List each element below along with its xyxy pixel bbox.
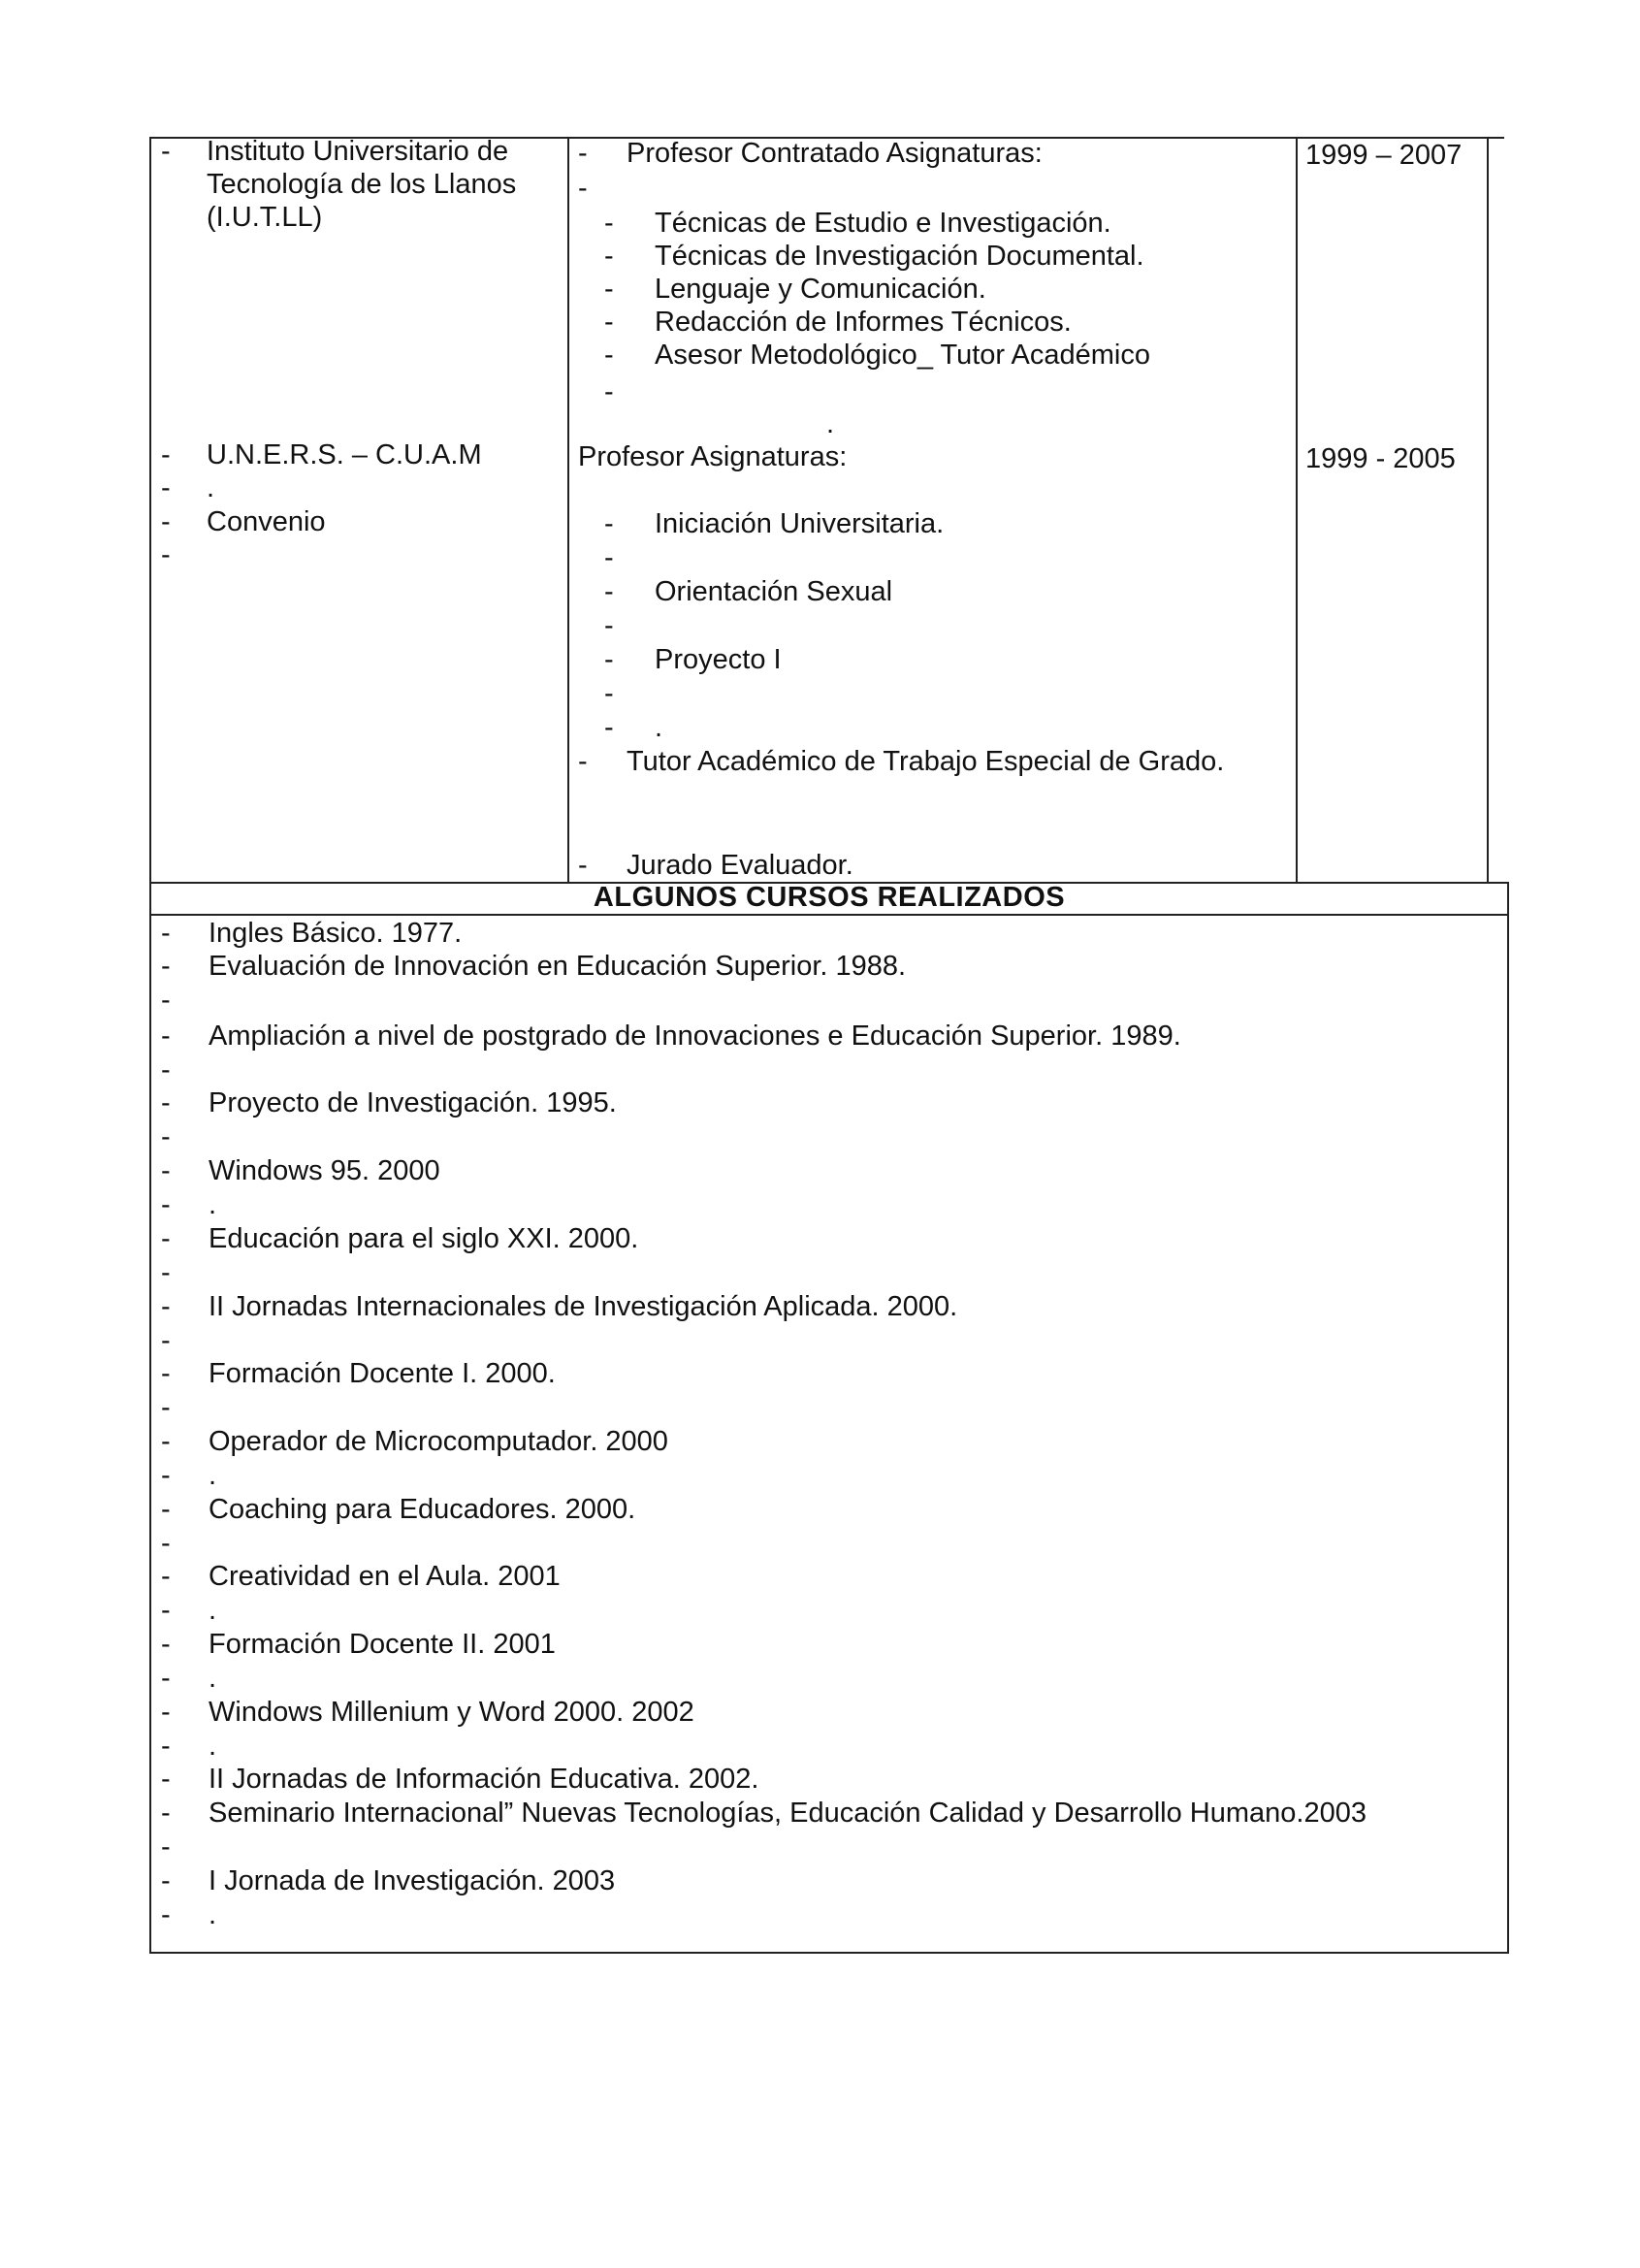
subject-item: Proyecto I xyxy=(655,644,782,675)
stray-dot: . xyxy=(207,472,215,503)
list-dash: - xyxy=(161,918,171,949)
list-dash: - xyxy=(161,1155,171,1186)
list-dash: - xyxy=(161,1831,171,1863)
years-range: 1999 - 2005 xyxy=(1305,443,1456,474)
stray-dot: . xyxy=(209,1899,217,1930)
institution-name-line-2: Tecnología de los Llanos xyxy=(207,169,517,200)
list-dash: - xyxy=(161,1460,171,1491)
list-dash: - xyxy=(161,1223,171,1254)
role-dash: - xyxy=(578,138,588,169)
list-item: Coaching para Educadores. 2000. xyxy=(209,1494,636,1525)
list-dash: - xyxy=(161,1392,171,1423)
stray-dot: . xyxy=(209,1189,217,1220)
list-dash: - xyxy=(161,951,171,982)
list-dash: - xyxy=(161,1528,171,1559)
extra-dash: - xyxy=(578,746,588,777)
subject-dash: - xyxy=(604,274,614,305)
list-dash: - xyxy=(161,1494,171,1525)
subject-item: Iniciación Universitaria. xyxy=(655,508,945,539)
list-dash: - xyxy=(161,1629,171,1660)
stray-dot: . xyxy=(826,408,835,439)
institution-dash: - xyxy=(161,136,171,167)
table-left-border xyxy=(149,137,151,1954)
list-item: Educación para el siglo XXI. 2000. xyxy=(209,1223,639,1254)
list-item: I Jornada de Investigación. 2003 xyxy=(209,1865,616,1896)
subject-item: Asesor Metodológico_ Tutor Académico xyxy=(655,340,1150,371)
extra-item: Jurado Evaluador. xyxy=(627,850,853,881)
stray-dot: . xyxy=(209,1663,217,1694)
stray-dot: . xyxy=(209,1595,217,1626)
list-item: Formación Docente II. 2001 xyxy=(209,1629,556,1660)
subject-item: Orientación Sexual xyxy=(655,576,893,607)
column-divider-2 xyxy=(1296,137,1298,884)
list-dash: - xyxy=(161,1189,171,1220)
list-item: Ampliación a nivel de postgrado de Innovaciones e Educación Superior. 1989. xyxy=(209,1021,1181,1052)
list-item: II Jornadas de Información Educativa. 2002. xyxy=(209,1764,759,1795)
extra-dash: - xyxy=(578,850,588,881)
subject-dash: - xyxy=(604,340,614,371)
institution-name: U.N.E.R.S. – C.U.A.M xyxy=(207,439,482,470)
list-dash: - xyxy=(161,1121,171,1152)
list-dash: - xyxy=(161,1731,171,1762)
subject-dash: - xyxy=(604,678,614,709)
subject-item: Técnicas de Estudio e Investigación. xyxy=(655,208,1111,239)
institution-name-line-1: Instituto Universitario de xyxy=(207,136,509,167)
list-dash: - xyxy=(161,1257,171,1288)
stray-dot: . xyxy=(209,1731,217,1762)
list-dash: - xyxy=(161,1426,171,1457)
institution-dash: - xyxy=(161,506,171,537)
role-title: Profesor Asignaturas: xyxy=(578,441,848,472)
list-dash: - xyxy=(161,1087,171,1118)
list-dash: - xyxy=(161,1021,171,1052)
table-right-border-lower xyxy=(1507,882,1509,1954)
list-item: Seminario Internacional” Nuevas Tecnologías, Educación Calidad y Desarrollo Humano.2003 xyxy=(209,1798,1367,1829)
stray-dot: . xyxy=(209,1460,217,1491)
list-item: II Jornadas Internacionales de Investigación Aplicada. 2000. xyxy=(209,1291,958,1322)
subject-dash: - xyxy=(604,376,614,407)
list-item: Formación Docente I. 2000. xyxy=(209,1358,556,1389)
subject-dash: - xyxy=(604,307,614,338)
institution-dash: - xyxy=(161,439,171,470)
institution-dash: - xyxy=(161,539,171,570)
list-dash: - xyxy=(161,1595,171,1626)
subject-item: Técnicas de Investigación Documental. xyxy=(655,241,1144,272)
courses-heading: ALGUNOS CURSOS REALIZADOS xyxy=(593,882,1066,913)
subject-item: Lenguaje y Comunicación. xyxy=(655,274,986,305)
role-title: Profesor Contratado Asignaturas: xyxy=(627,138,1043,169)
subject-item: Redacción de Informes Técnicos. xyxy=(655,307,1072,338)
list-dash: - xyxy=(161,1291,171,1322)
subject-dash: - xyxy=(604,208,614,239)
list-dash: - xyxy=(161,1561,171,1592)
subject-dash: - xyxy=(604,644,614,675)
list-item: Evaluación de Innovación en Educación Superior. 1988. xyxy=(209,951,907,982)
list-dash: - xyxy=(161,1054,171,1085)
subject-dash: - xyxy=(604,576,614,607)
list-dash: - xyxy=(161,1358,171,1389)
table-bottom-border xyxy=(149,1952,1509,1954)
list-dash: - xyxy=(161,1697,171,1728)
list-item: Operador de Microcomputador. 2000 xyxy=(209,1426,668,1457)
list-dash: - xyxy=(161,1899,171,1930)
subject-dash: - xyxy=(604,542,614,573)
agreement-label: Convenio xyxy=(207,506,326,537)
subject-dash: - xyxy=(604,712,614,743)
list-item: Proyecto de Investigación. 1995. xyxy=(209,1087,617,1118)
extra-item: Tutor Académico de Trabajo Especial de Grado. xyxy=(627,746,1225,777)
list-dash: - xyxy=(161,1764,171,1795)
list-item: Creatividad en el Aula. 2001 xyxy=(209,1561,561,1592)
subject-dash: - xyxy=(604,241,614,272)
list-dash: - xyxy=(161,1663,171,1694)
list-item: Windows Millenium y Word 2000. 2002 xyxy=(209,1697,694,1728)
stray-dot: . xyxy=(655,712,663,743)
list-item: Windows 95. 2000 xyxy=(209,1155,440,1186)
years-range: 1999 – 2007 xyxy=(1305,140,1463,171)
institution-dash: - xyxy=(161,472,171,503)
list-dash: - xyxy=(161,1865,171,1896)
table-right-border-upper xyxy=(1487,137,1489,884)
institution-name-line-3: (I.U.T.LL) xyxy=(207,202,323,233)
role-blank-dash: - xyxy=(578,173,588,204)
list-dash: - xyxy=(161,1325,171,1356)
list-dash: - xyxy=(161,1798,171,1829)
list-dash: - xyxy=(161,985,171,1016)
column-divider-1 xyxy=(567,137,569,884)
subject-dash: - xyxy=(604,508,614,539)
list-item: Ingles Básico. 1977. xyxy=(209,918,463,949)
subject-dash: - xyxy=(604,610,614,641)
